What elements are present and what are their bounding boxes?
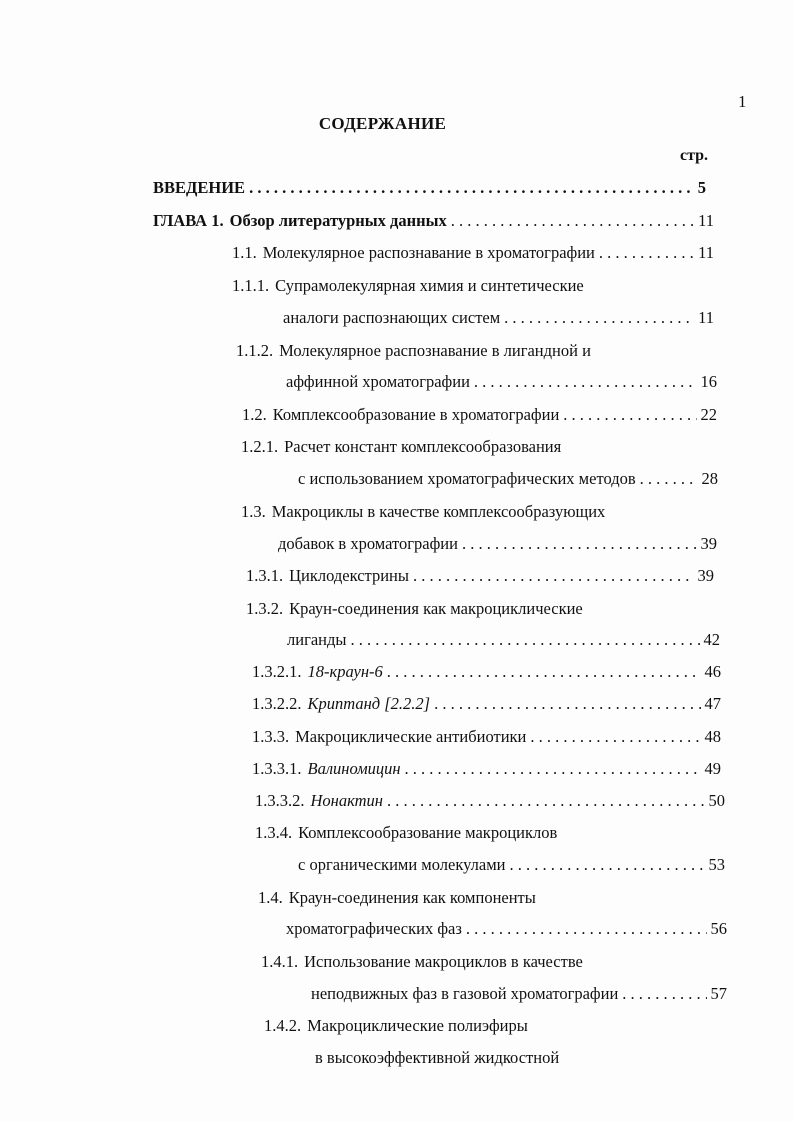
toc-entry-1-4-2[interactable] <box>264 1016 528 1036</box>
toc-entry-page: 49 <box>704 759 721 778</box>
toc-entry-1-1-2-continuation[interactable] <box>286 372 717 392</box>
toc-entry-title: Супрамолекулярная химия и синтетические <box>275 276 584 295</box>
toc-entry-title: 18-краун-6 <box>307 662 383 681</box>
toc-entry-title: Краун-соединения как макроциклические <box>289 599 583 618</box>
toc-leader <box>387 791 705 811</box>
toc-leader <box>350 630 699 650</box>
toc-entry-page: 39 <box>700 534 717 553</box>
toc-entry-page: 5 <box>697 178 706 197</box>
toc-entry-1-3-2-continuation[interactable] <box>287 630 720 650</box>
toc-entry-chapter-1[interactable] <box>153 211 714 231</box>
toc-leader <box>563 405 696 425</box>
toc-entry-label: 1.4. <box>258 888 283 907</box>
toc-entry-page: 56 <box>710 919 727 938</box>
toc-entry-label: 1.2.1. <box>241 437 279 456</box>
toc-entry-1-3-4-continuation[interactable] <box>298 855 725 875</box>
toc-entry-1-3-1[interactable] <box>246 566 714 586</box>
toc-entry-title: ВВЕДЕНИЕ <box>153 178 246 197</box>
toc-entry-title: Валиномицин <box>307 759 401 778</box>
toc-entry-label: 1.3.3.2. <box>255 791 305 810</box>
toc-entry-continuation: в высокоэффективной жидкостной <box>315 1048 560 1067</box>
page-column-header: стр. <box>680 147 709 164</box>
toc-entry-page: 16 <box>700 372 717 391</box>
toc-leader <box>462 534 697 554</box>
toc-entry-1-3-4[interactable] <box>255 823 557 843</box>
toc-leader <box>387 662 701 682</box>
toc-entry-label: 1.1.1. <box>232 276 270 295</box>
toc-entry-1-3-2-2[interactable] <box>252 694 721 714</box>
toc-entry-1-3-continuation[interactable] <box>278 534 717 554</box>
toc-leader <box>405 759 701 779</box>
toc-leader <box>466 919 707 939</box>
toc-entry-page: 11 <box>698 308 714 327</box>
toc-entry-1-4-2-continuation[interactable] <box>315 1048 559 1068</box>
toc-leader <box>451 211 694 231</box>
toc-entry-1-2-1-continuation[interactable] <box>298 469 718 489</box>
toc-entry-page: 28 <box>701 469 718 488</box>
toc-entry-continuation: с органическими молекулами <box>298 855 506 874</box>
toc-entry-label: 1.3.4. <box>255 823 293 842</box>
toc-entry-title: Нонактин <box>310 791 383 810</box>
toc-leader <box>504 308 694 328</box>
toc-entry-continuation: аналоги распознающих систем <box>283 308 501 327</box>
toc-entry-page: 50 <box>708 791 725 810</box>
toc-leader <box>640 469 698 489</box>
toc-entry-1-4[interactable] <box>258 888 536 908</box>
toc-entry-label: 1.1.2. <box>236 341 274 360</box>
toc-leader <box>249 178 694 198</box>
toc-entry-1-4-1[interactable] <box>261 952 583 972</box>
toc-entry-page: 53 <box>708 855 725 874</box>
toc-leader <box>474 372 697 392</box>
toc-entry-page: 11 <box>698 211 714 230</box>
toc-entry-label: 1.3.2.2. <box>252 694 302 713</box>
toc-leader <box>509 855 704 875</box>
toc-entry-1-4-1-continuation[interactable] <box>311 984 727 1004</box>
toc-entry-introduction[interactable] <box>153 178 706 198</box>
toc-leader <box>530 727 700 747</box>
toc-entry-label: 1.4.2. <box>264 1016 302 1035</box>
toc-entry-label: 1.3.2.1. <box>252 662 302 681</box>
toc-leader <box>434 694 700 714</box>
toc-entry-page: 11 <box>698 243 714 262</box>
toc-entry-continuation: лиганды <box>287 630 347 649</box>
toc-entry-1-3-3-2[interactable] <box>255 791 725 811</box>
toc-entry-label: 1.3.3.1. <box>252 759 302 778</box>
toc-entry-continuation: неподвижных фаз в газовой хроматографии <box>311 984 619 1003</box>
toc-entry-label: 1.2. <box>242 405 267 424</box>
toc-entry-title: Обзор литературных данных <box>229 211 447 230</box>
toc-entry-title: Макроциклические антибиотики <box>295 727 527 746</box>
toc-entry-label: 1.3. <box>241 502 266 521</box>
toc-entry-page: 22 <box>700 405 717 424</box>
toc-entry-1-1-1[interactable] <box>232 276 584 296</box>
toc-entry-1-1-1-continuation[interactable] <box>283 308 714 328</box>
toc-entry-continuation: аффинной хроматографии <box>286 372 470 391</box>
toc-entry-1-2-1[interactable] <box>241 437 561 457</box>
toc-entry-page: 48 <box>704 727 721 746</box>
toc-entry-label: ГЛАВА 1. <box>153 211 224 230</box>
toc-entry-continuation: добавок в хроматографии <box>278 534 458 553</box>
toc-entry-1-3-2[interactable] <box>246 599 583 619</box>
toc-entry-title: Криптанд [2.2.2] <box>307 694 431 713</box>
toc-leader <box>599 243 694 263</box>
toc-entry-label: 1.3.3. <box>252 727 290 746</box>
toc-entry-page: 46 <box>704 662 721 681</box>
toc-entry-title: Молекулярное распознавание в хроматографии <box>262 243 595 262</box>
toc-leader <box>622 984 706 1004</box>
toc-entry-page: 42 <box>703 630 720 649</box>
toc-entry-1-3-3-1[interactable] <box>252 759 721 779</box>
page-number: 1 <box>738 92 747 111</box>
toc-entry-title: Краун-соединения как компоненты <box>288 888 536 907</box>
toc-entry-title: Циклодекстрины <box>289 566 409 585</box>
toc-entry-title: Комплексообразование макроциклов <box>298 823 558 842</box>
toc-entry-title: Комплексообразование в хроматографии <box>272 405 560 424</box>
toc-entry-page: 39 <box>697 566 714 585</box>
toc-entry-label: 1.3.1. <box>246 566 284 585</box>
toc-entry-page: 57 <box>710 984 727 1003</box>
toc-entry-1-3[interactable] <box>241 502 605 522</box>
toc-entry-1-4-continuation[interactable] <box>286 919 727 939</box>
toc-leader <box>413 566 694 586</box>
toc-entry-continuation: хроматографических фаз <box>286 919 462 938</box>
toc-entry-title: Молекулярное распознавание в лигандной и <box>279 341 591 360</box>
toc-entry-title: Макроциклы в качестве комплексообразующих <box>271 502 606 521</box>
toc-entry-continuation: с использованием хроматографических методов <box>298 469 636 488</box>
toc-entry-title: Расчет констант комплексообразования <box>284 437 562 456</box>
toc-entry-1-3-2-1[interactable] <box>252 662 721 682</box>
toc-entry-label: 1.3.2. <box>246 599 284 618</box>
toc-entry-1-3-3[interactable] <box>252 727 721 747</box>
toc-entry-page: 47 <box>704 694 721 713</box>
toc-entry-1-2[interactable] <box>242 405 717 425</box>
toc-entry-label: 1.1. <box>232 243 257 262</box>
page-title: СОДЕРЖАНИЕ <box>318 114 447 133</box>
toc-entry-1-1[interactable] <box>232 243 714 263</box>
toc-entry-title: Использование макроциклов в качестве <box>304 952 583 971</box>
toc-entry-label: 1.4.1. <box>261 952 299 971</box>
toc-entry-title: Макроциклические полиэфиры <box>307 1016 528 1035</box>
toc-entry-1-1-2[interactable] <box>236 341 591 361</box>
